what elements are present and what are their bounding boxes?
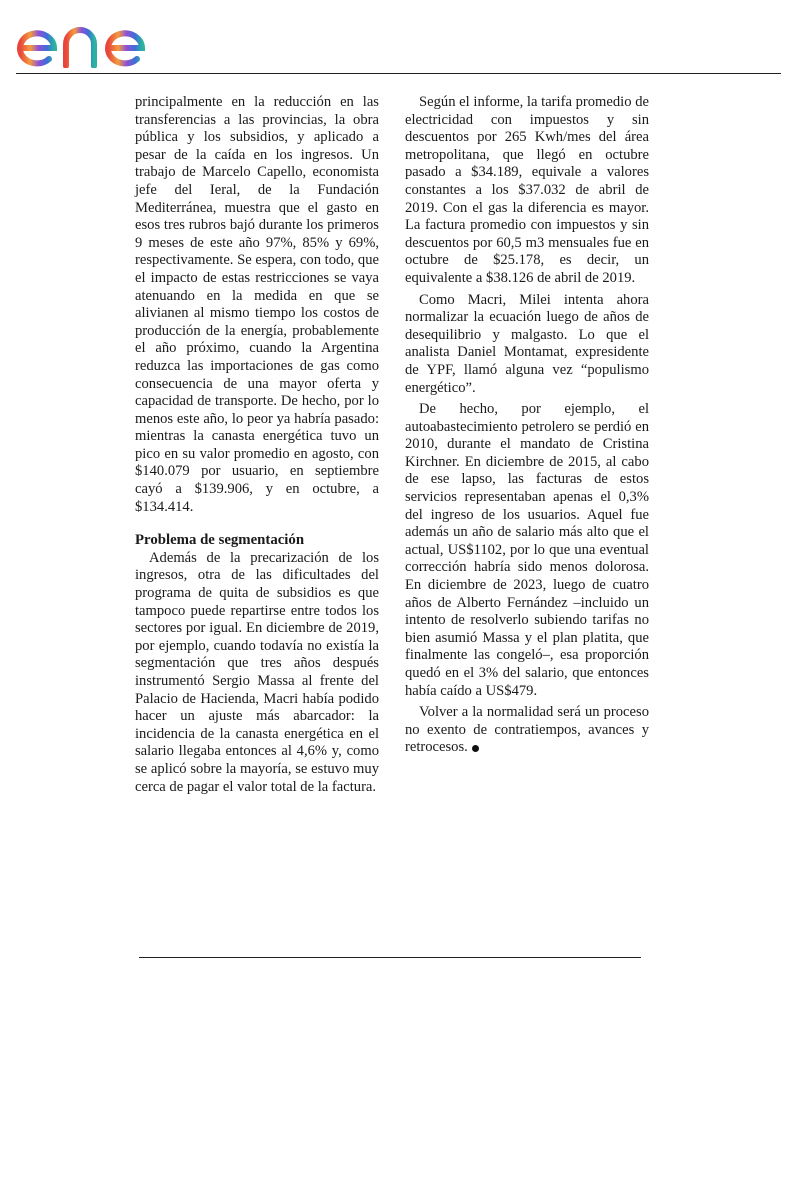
enel-logo-mark <box>16 8 186 68</box>
article-paragraph: De hecho, por ejemplo, el autoabastecimiento petrolero se perdió en 2010, durante el mandato de Cristina Kirchner. En diciembre de 2015, al cabo de ese lapso, las facturas de estos servicios representaban apenas el 0,3% del ingreso de los usuarios. Aquel fue además un año de salario más alto que el actual, US$1102, por lo que una eventual corrección habría sido menos dolorosa. En diciembre de 2023, luego de cuatro años de Alberto Fernández –incluido un intento de resolverlo subiendo tarifas no bien asumió Massa y el plan platita, que finalmente las congeló–, esa proporción quedó en el 3% del salario, que entonces había caído a US$479. <box>405 401 649 699</box>
article-paragraph: Además de la precarización de los ingresos, otra de las dificultades del programa de quita de subsidios es que tampoco puede repartirse entre todos los sectores por igual. En diciembre de 2019, por ejemplo, cuando todavía no existía la segmentación que tres años después instrumentó Sergio Massa al frente del Palacio de Hacienda, Macri había podido hacer un ajuste más abarcador: la incidencia de la canasta energética en el salario llegaba entonces al 4,6% y, como se aplicó sobre la mayoría, se estuvo muy cerca de pagar el valor total de la factura. <box>135 549 379 795</box>
article-paragraph-final <box>405 704 649 757</box>
article-closing-text: Volver a la normalidad será un proceso no exento de contratiempos, avances y retrocesos. <box>405 704 649 756</box>
article-subhead: Problema de segmentación <box>135 532 305 549</box>
footer-divider <box>139 957 641 958</box>
article-paragraph: Según el informe, la tarifa promedio de electricidad con impuestos y sin descuentos por 265 Kwh/mes del área metropolitana, que llegó en octubre pasado a $34.189, equivale a valores constantes a los $37.032 de abril de 2019. Con el gas la diferencia es mayor. La factura promedio con impuestos y sin descuentos por 60,5 m3 mensuales fue en octubre de $25.178, es decir, un equivalente a $38.126 de abril de 2019. <box>405 94 649 286</box>
article-paragraph: Como Macri, Milei intenta ahora normalizar la ecuación luego de años de desequilibrio y malgasto. Lo que el analista Daniel Montamat, expresidente de YPF, llamó alguna vez “populismo energético”. <box>405 291 649 396</box>
article-column-right <box>405 94 649 757</box>
article-column-left <box>135 94 379 796</box>
header-divider <box>16 73 781 74</box>
article-paragraph: principalmente en la reducción en las transferencias a las provincias, la obra pública y los subsidios, y aplicado a pesar de la caída en los ingresos. Un trabajo de Marcelo Capello, economista jefe del Ieral, de la Fundación Mediterránea, muestra que el gasto en esos tres rubros bajó durante los primeros 9 meses de este año 97%, 85% y 69%, respectivamente. Se espera, con todo, que el impacto de estas restricciones se vaya atenuando en la medida en que se alivianen al mismo tiempo los costos de producción de la energía, probablemente el año próximo, cuando la Argentina reduzca las importaciones de gas como consecuencia de una mayor oferta y capacidad de transporte. De hecho, por lo menos este año, lo peor ya habría pasado: mientras la canasta energética tuvo un pico en su valor promedio en agosto, con $140.079 por usuario, en septiembre cayó a $139.906, y en octubre, a $134.414. <box>135 94 379 515</box>
end-of-article-bullet-icon <box>472 745 479 752</box>
enel-logo <box>16 8 186 68</box>
